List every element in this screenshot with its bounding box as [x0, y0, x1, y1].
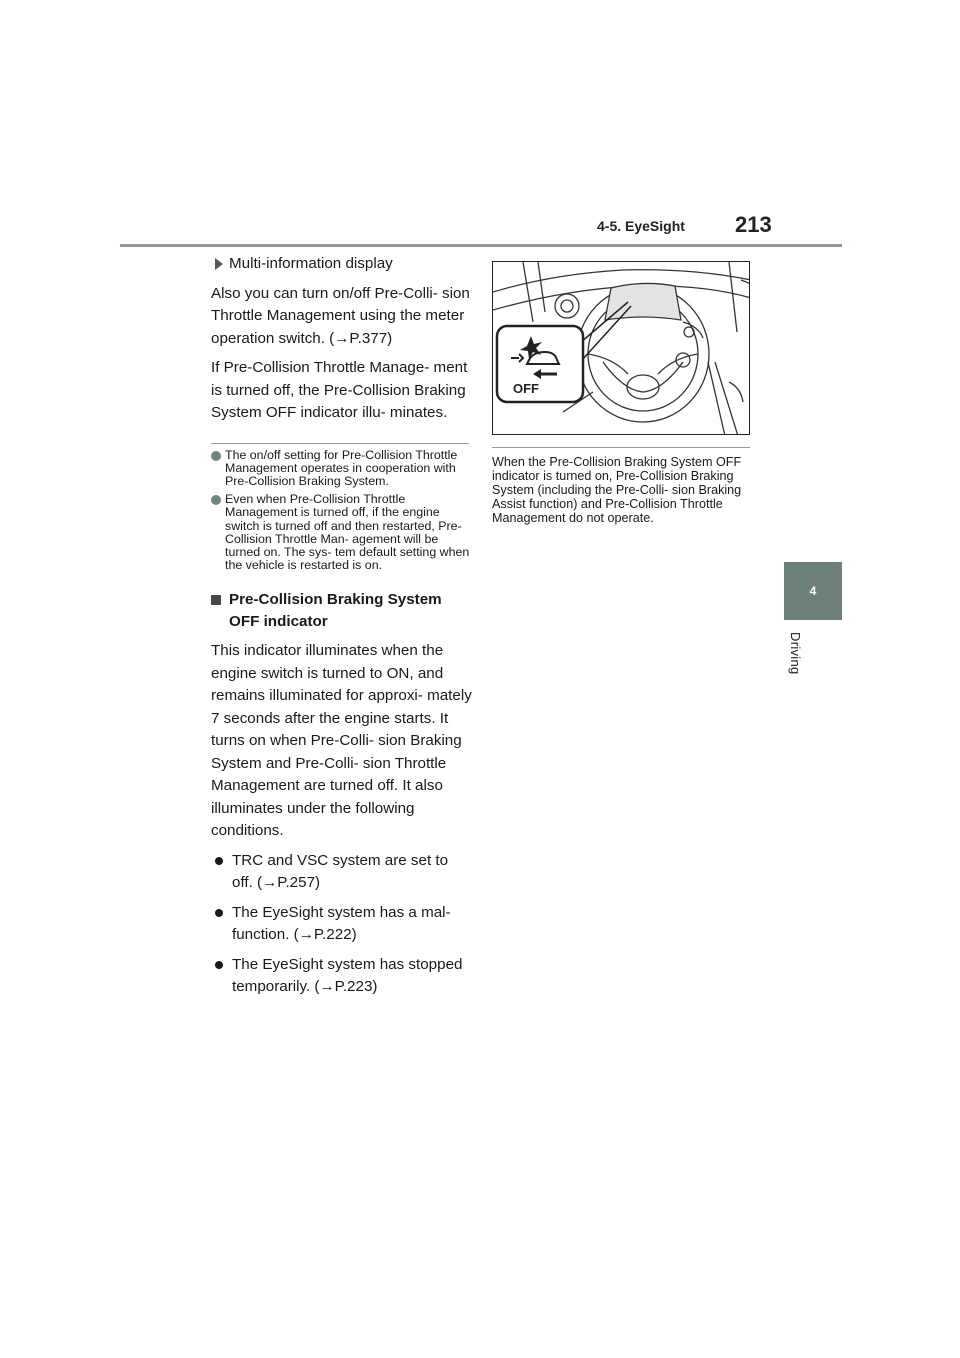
- chapter-tab[interactable]: [784, 562, 842, 620]
- figure-divider: [492, 447, 750, 448]
- section-title: 4-5. EyeSight: [597, 218, 685, 234]
- header-divider: [120, 244, 842, 247]
- note-text: The on/off setting for Pre-Collision Throttle Management operates in cooperation with Pre-Collision Braking System.: [225, 447, 458, 488]
- triangle-bullet-icon: [215, 258, 223, 270]
- square-bullet-icon: [211, 595, 221, 605]
- subheading-indicator: [211, 589, 473, 633]
- note-bullet-icon: [211, 451, 221, 461]
- condition-text: TRC and VSC system are set to off. (→P.257): [232, 851, 449, 892]
- dashboard-illustration: [492, 261, 750, 435]
- condition-item: [215, 902, 473, 947]
- display-item: [215, 253, 473, 276]
- paragraph-indicator: This indicator illuminates when the engine switch is turned to ON, and remains illuminated for approxi- mately 7 seconds after the engine starts. It turns on when Pre-Colli- sion Braking System and Pre-Colli- sion Throttle Management are turned off. It also illuminates under the following conditions.: [211, 642, 472, 840]
- page-number: 213: [735, 212, 772, 237]
- chapter-number: 4: [809, 584, 817, 598]
- condition-text: The EyeSight system has stopped temporarily. (→P.223): [232, 955, 463, 996]
- bullet-icon: [215, 909, 223, 917]
- condition-item: [215, 850, 473, 895]
- bullet-icon: [215, 857, 223, 865]
- dashboard-drawing: [493, 262, 750, 435]
- subheading-text: Pre-Collision Braking System OFF indicator: [229, 591, 442, 631]
- note-item: [211, 449, 473, 489]
- note-bullet-icon: [211, 495, 221, 505]
- note-divider: [211, 443, 469, 444]
- bullet-icon: [215, 961, 223, 969]
- condition-item: [215, 954, 473, 999]
- note-item: [211, 493, 473, 572]
- note-text: Even when Pre-Collision Throttle Management is turned off, if the engine switch is turned off and then restarted, Pre-Collision Throttle Man- agement will be turned on. The sys- tem default setting when the vehicle is restarted is on.: [225, 492, 470, 573]
- paragraph-switch: Also you can turn on/off Pre-Colli- sion Throttle Management using the meter operation switch. (→P.377): [211, 284, 470, 347]
- indicator-off-label: OFF: [513, 381, 539, 396]
- note-list: [211, 449, 473, 573]
- condition-text: The EyeSight system has a mal- function. (→P.222): [232, 903, 451, 944]
- paragraph-throttle-off: If Pre-Collision Throttle Manage- ment is turned off, the Pre-Collision Braking System OFF indicator illu- minates.: [211, 359, 468, 421]
- left-column: [211, 253, 473, 999]
- figure-caption: When the Pre-Collision Braking System OFF indicator is turned on, Pre-Collision Braking System (including the Pre-Colli- sion Braking Assist function) and Pre-Collision Throttle Management do not operate.: [492, 455, 742, 525]
- chapter-label: Driving: [788, 632, 803, 675]
- display-item-label: Multi-information display: [229, 255, 393, 272]
